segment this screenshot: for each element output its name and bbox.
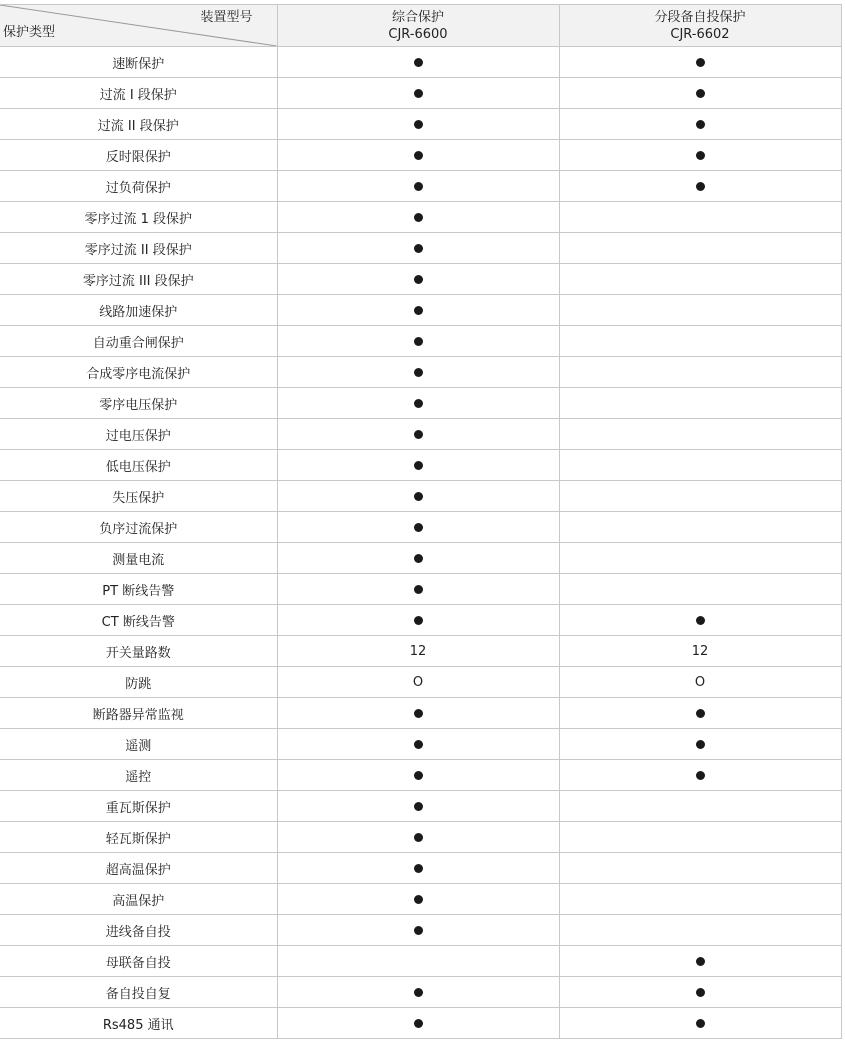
table-row bbox=[0, 698, 841, 729]
supported-dot-icon bbox=[414, 151, 423, 160]
supported-dot-icon bbox=[414, 58, 423, 67]
table-row bbox=[0, 605, 841, 636]
protection-type-label: 线路加速保护 bbox=[0, 295, 277, 326]
table-row bbox=[0, 574, 841, 605]
supported-dot-icon bbox=[414, 1019, 423, 1028]
cjr-6600-cell bbox=[277, 357, 559, 388]
cjr-6602-cell bbox=[559, 853, 841, 884]
protection-type-label: 过电压保护 bbox=[0, 419, 277, 450]
cjr-6600-cell bbox=[277, 233, 559, 264]
cjr-6600-cell bbox=[277, 791, 559, 822]
table-row bbox=[0, 171, 841, 202]
supported-dot-icon bbox=[696, 89, 705, 98]
cjr-6602-cell bbox=[559, 450, 841, 481]
cjr-6600-cell bbox=[277, 915, 559, 946]
protection-type-label: 过流 II 段保护 bbox=[0, 109, 277, 140]
supported-dot-icon bbox=[414, 275, 423, 284]
supported-dot-icon bbox=[414, 89, 423, 98]
cjr-6602-cell bbox=[559, 295, 841, 326]
supported-dot-icon bbox=[414, 802, 423, 811]
cjr-6602-cell bbox=[559, 481, 841, 512]
col-header-cjr-6600 bbox=[277, 5, 559, 47]
protection-type-label: 失压保护 bbox=[0, 481, 277, 512]
cjr-6600-cell bbox=[277, 729, 559, 760]
supported-dot-icon bbox=[414, 554, 423, 563]
supported-dot-icon bbox=[414, 244, 423, 253]
protection-type-label: 开关量路数 bbox=[0, 636, 277, 667]
supported-dot-icon bbox=[696, 740, 705, 749]
supported-dot-icon bbox=[414, 492, 423, 501]
cjr-6602-cell bbox=[559, 109, 841, 140]
header-corner-cell bbox=[0, 5, 277, 47]
table-row bbox=[0, 791, 841, 822]
supported-dot-icon bbox=[414, 306, 423, 315]
table-row bbox=[0, 481, 841, 512]
table-row bbox=[0, 853, 841, 884]
protection-type-label: 高温保护 bbox=[0, 884, 277, 915]
cjr-6600-cell bbox=[277, 512, 559, 543]
cjr-6602-cell bbox=[559, 47, 841, 78]
table-row bbox=[0, 636, 841, 667]
protection-type-label: 进线备自投 bbox=[0, 915, 277, 946]
cjr-6602-cell bbox=[559, 140, 841, 171]
cjr-6602-cell bbox=[559, 605, 841, 636]
col-header-cjr-6602-name: 分段备自投保护 bbox=[654, 9, 746, 25]
table-row bbox=[0, 1008, 841, 1039]
table-row bbox=[0, 47, 841, 78]
cjr-6602-cell bbox=[559, 636, 841, 667]
supported-dot-icon bbox=[414, 430, 423, 439]
cjr-6600-cell bbox=[277, 171, 559, 202]
cjr-6600-cell bbox=[277, 47, 559, 78]
cjr-6602-cell bbox=[559, 884, 841, 915]
supported-dot-icon bbox=[414, 895, 423, 904]
protection-type-label: 防跳 bbox=[0, 667, 277, 698]
protection-type-label: 自动重合闸保护 bbox=[0, 326, 277, 357]
cjr-6602-cell bbox=[559, 171, 841, 202]
cjr-6600-cell bbox=[277, 326, 559, 357]
protection-type-label: 轻瓦斯保护 bbox=[0, 822, 277, 853]
table-row bbox=[0, 543, 841, 574]
cjr-6602-cell bbox=[559, 729, 841, 760]
table-row bbox=[0, 357, 841, 388]
table-row bbox=[0, 946, 841, 977]
cjr-6600-cell bbox=[277, 884, 559, 915]
supported-dot-icon bbox=[414, 368, 423, 377]
supported-dot-icon bbox=[414, 926, 423, 935]
supported-dot-icon bbox=[414, 864, 423, 873]
supported-dot-icon bbox=[414, 182, 423, 191]
cjr-6600-cell bbox=[277, 450, 559, 481]
cjr-6600-cell bbox=[277, 109, 559, 140]
col-header-cjr-6600-name: 综合保护 bbox=[391, 9, 444, 25]
table-row bbox=[0, 388, 841, 419]
cjr-6602-cell bbox=[559, 326, 841, 357]
cjr-6600-cell bbox=[277, 667, 559, 698]
supported-dot-icon bbox=[696, 771, 705, 780]
cjr-6602-cell bbox=[559, 202, 841, 233]
cjr-6602-cell bbox=[559, 357, 841, 388]
cjr-6600-cell bbox=[277, 481, 559, 512]
protection-type-label: 零序过流 II 段保护 bbox=[0, 233, 277, 264]
table-row bbox=[0, 233, 841, 264]
protection-type-label: 测量电流 bbox=[0, 543, 277, 574]
supported-dot-icon bbox=[414, 461, 423, 470]
cjr-6602-cell bbox=[559, 977, 841, 1008]
cell-value: 12 bbox=[691, 643, 709, 659]
protection-type-header: 保护类型 bbox=[3, 25, 56, 40]
table-header-row bbox=[0, 5, 841, 47]
cjr-6602-cell bbox=[559, 915, 841, 946]
supported-dot-icon bbox=[696, 1019, 705, 1028]
protection-type-label: 遥测 bbox=[0, 729, 277, 760]
cjr-6602-cell bbox=[559, 78, 841, 109]
cjr-6600-cell bbox=[277, 543, 559, 574]
table-row bbox=[0, 884, 841, 915]
cjr-6600-cell bbox=[277, 760, 559, 791]
cjr-6602-cell bbox=[559, 946, 841, 977]
supported-dot-icon bbox=[414, 833, 423, 842]
protection-type-label: 合成零序电流保护 bbox=[0, 357, 277, 388]
table-row bbox=[0, 109, 841, 140]
protection-type-label: 备自投自复 bbox=[0, 977, 277, 1008]
cjr-6602-cell bbox=[559, 388, 841, 419]
cjr-6600-cell bbox=[277, 295, 559, 326]
table-row bbox=[0, 667, 841, 698]
table-body bbox=[0, 47, 841, 1039]
supported-dot-icon bbox=[414, 616, 423, 625]
supported-dot-icon bbox=[414, 337, 423, 346]
table-row bbox=[0, 760, 841, 791]
table-row bbox=[0, 140, 841, 171]
cjr-6602-cell bbox=[559, 574, 841, 605]
protection-type-label: 负序过流保护 bbox=[0, 512, 277, 543]
table-row bbox=[0, 326, 841, 357]
protection-type-label: PT 断线告警 bbox=[0, 574, 277, 605]
supported-dot-icon bbox=[414, 399, 423, 408]
protection-type-label: 超高温保护 bbox=[0, 853, 277, 884]
cjr-6602-cell bbox=[559, 760, 841, 791]
table-row bbox=[0, 78, 841, 109]
cjr-6600-cell bbox=[277, 264, 559, 295]
device-model-header: 装置型号 bbox=[200, 10, 253, 25]
supported-dot-icon bbox=[414, 213, 423, 222]
supported-dot-icon bbox=[414, 771, 423, 780]
protection-type-label: 过流 I 段保护 bbox=[0, 78, 277, 109]
cjr-6600-cell bbox=[277, 140, 559, 171]
cjr-6600-cell bbox=[277, 419, 559, 450]
cjr-6600-cell bbox=[277, 78, 559, 109]
cjr-6600-cell bbox=[277, 388, 559, 419]
protection-type-label: 低电压保护 bbox=[0, 450, 277, 481]
cjr-6602-cell bbox=[559, 667, 841, 698]
protection-type-label: 母联备自投 bbox=[0, 946, 277, 977]
cjr-6602-cell bbox=[559, 512, 841, 543]
supported-dot-icon bbox=[414, 523, 423, 532]
table-row bbox=[0, 202, 841, 233]
supported-dot-icon bbox=[414, 740, 423, 749]
table-row bbox=[0, 822, 841, 853]
protection-type-label: 零序过流 1 段保护 bbox=[0, 202, 277, 233]
cell-value: O bbox=[694, 674, 706, 690]
cell-value: O bbox=[412, 674, 424, 690]
table-row bbox=[0, 264, 841, 295]
cjr-6602-cell bbox=[559, 419, 841, 450]
supported-dot-icon bbox=[696, 182, 705, 191]
table-row bbox=[0, 419, 841, 450]
cjr-6600-cell bbox=[277, 636, 559, 667]
supported-dot-icon bbox=[696, 957, 705, 966]
table-row bbox=[0, 915, 841, 946]
table-row bbox=[0, 450, 841, 481]
protection-type-label: 速断保护 bbox=[0, 47, 277, 78]
cjr-6602-cell bbox=[559, 264, 841, 295]
cjr-6602-cell bbox=[559, 233, 841, 264]
supported-dot-icon bbox=[414, 988, 423, 997]
protection-type-label: 断路器异常监视 bbox=[0, 698, 277, 729]
cjr-6602-cell bbox=[559, 543, 841, 574]
cjr-6602-cell bbox=[559, 1008, 841, 1039]
protection-type-label: CT 断线告警 bbox=[0, 605, 277, 636]
supported-dot-icon bbox=[696, 151, 705, 160]
supported-dot-icon bbox=[696, 120, 705, 129]
table-row bbox=[0, 729, 841, 760]
supported-dot-icon bbox=[414, 120, 423, 129]
supported-dot-icon bbox=[414, 585, 423, 594]
protection-type-label: 过负荷保护 bbox=[0, 171, 277, 202]
cjr-6600-cell bbox=[277, 853, 559, 884]
cjr-6600-cell bbox=[277, 1008, 559, 1039]
protection-comparison-table bbox=[0, 4, 842, 1039]
protection-type-label: 遥控 bbox=[0, 760, 277, 791]
col-header-cjr-6602-model: CJR-6602 bbox=[670, 26, 730, 42]
cjr-6600-cell bbox=[277, 822, 559, 853]
table-row bbox=[0, 977, 841, 1008]
cjr-6600-cell bbox=[277, 574, 559, 605]
protection-type-label: 零序过流 III 段保护 bbox=[0, 264, 277, 295]
cjr-6602-cell bbox=[559, 791, 841, 822]
supported-dot-icon bbox=[696, 988, 705, 997]
cjr-6600-cell bbox=[277, 977, 559, 1008]
col-header-cjr-6600-model: CJR-6600 bbox=[388, 26, 448, 42]
protection-type-label: 反时限保护 bbox=[0, 140, 277, 171]
supported-dot-icon bbox=[696, 709, 705, 718]
table-row bbox=[0, 512, 841, 543]
supported-dot-icon bbox=[696, 616, 705, 625]
supported-dot-icon bbox=[414, 709, 423, 718]
protection-type-label: 重瓦斯保护 bbox=[0, 791, 277, 822]
cjr-6602-cell bbox=[559, 698, 841, 729]
cell-value: 12 bbox=[409, 643, 427, 659]
col-header-cjr-6602 bbox=[559, 5, 841, 47]
cjr-6600-cell bbox=[277, 605, 559, 636]
supported-dot-icon bbox=[696, 58, 705, 67]
cjr-6600-cell bbox=[277, 698, 559, 729]
protection-type-label: 零序电压保护 bbox=[0, 388, 277, 419]
cjr-6600-cell bbox=[277, 202, 559, 233]
protection-type-label: Rs485 通讯 bbox=[0, 1008, 277, 1039]
table-row bbox=[0, 295, 841, 326]
cjr-6600-cell bbox=[277, 946, 559, 977]
cjr-6602-cell bbox=[559, 822, 841, 853]
